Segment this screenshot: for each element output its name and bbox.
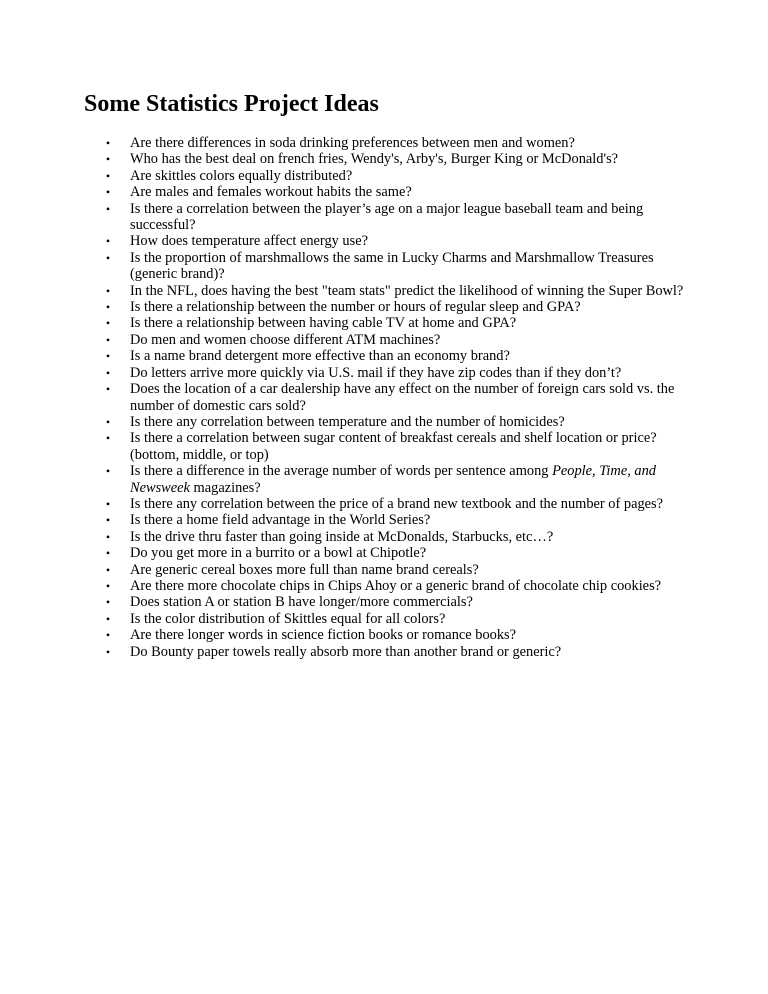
list-item — [103, 430, 703, 463]
list-item — [103, 332, 703, 348]
bullet-icon — [103, 135, 113, 151]
list-item — [103, 578, 703, 594]
list-item-text: Is there a home field advantage in the World Series? — [130, 512, 431, 529]
list-item — [103, 168, 703, 184]
bullet-icon — [103, 315, 113, 331]
bullet-icon — [103, 578, 113, 594]
list-item — [103, 644, 703, 660]
list-item-text: In the NFL, does having the best "team stats" predict the likelihood of winning the Super Bowl? — [130, 282, 684, 299]
list-item — [103, 315, 703, 331]
list-item-text: Is the proportion of marshmallows the same in Lucky Charms and Marshmallow Treasures (generic brand)? — [130, 249, 654, 283]
list-item — [103, 381, 703, 414]
list-item-text: Is the color distribution of Skittles equal for all colors? — [130, 610, 446, 627]
list-item-text: How does temperature affect energy use? — [130, 233, 369, 250]
list-item — [103, 365, 703, 381]
bullet-icon — [103, 414, 113, 430]
bullet-icon — [103, 529, 113, 545]
list-item — [103, 463, 703, 496]
list-item — [103, 627, 703, 643]
bullet-icon — [103, 168, 113, 184]
list-item — [103, 151, 703, 167]
list-item-text: Are generic cereal boxes more full than name brand cereals? — [130, 561, 479, 578]
list-item — [103, 529, 703, 545]
list-item-text: Is the drive thru faster than going inside at McDonalds, Starbucks, etc…? — [130, 528, 554, 545]
bullet-icon — [103, 250, 113, 266]
bullet-icon — [103, 644, 113, 660]
list-item — [103, 496, 703, 512]
bullet-icon — [103, 594, 113, 610]
bullet-icon — [103, 545, 113, 561]
magazine-names: People, Time, and Newsweek — [130, 463, 656, 496]
bullet-icon — [103, 233, 113, 249]
list-item-text: Is there a correlation between sugar content of breakfast cereals and shelf location or price? (bottom, middle, or top) — [130, 430, 657, 463]
bullet-icon — [103, 201, 113, 217]
list-item-text: Do men and women choose different ATM machines? — [130, 331, 441, 348]
list-item — [103, 233, 703, 249]
bullet-icon — [103, 151, 113, 167]
list-item — [103, 594, 703, 610]
list-item-text: Are there more chocolate chips in Chips Ahoy or a generic brand of chocolate chip cookies? — [130, 577, 662, 594]
list-item — [103, 184, 703, 200]
list-item-text: Are there longer words in science fiction books or romance books? — [130, 627, 517, 644]
list-item — [103, 611, 703, 627]
bullet-icon — [103, 348, 113, 364]
list-item — [103, 414, 703, 430]
bullet-icon — [103, 381, 113, 397]
list-item — [103, 512, 703, 528]
bullet-icon — [103, 627, 113, 643]
list-item-text: Is there a relationship between the number or hours of regular sleep and GPA? — [130, 299, 581, 316]
list-item — [103, 299, 703, 315]
list-item-text: Are there differences in soda drinking preferences between men and women? — [130, 135, 575, 151]
list-item-text: Who has the best deal on french fries, Wendy's, Arby's, Burger King or McDonald's? — [130, 151, 619, 168]
list-item-text: Are males and females workout habits the same? — [130, 184, 412, 201]
list-item-text: Is there any correlation between temperature and the number of homicides? — [130, 413, 565, 430]
list-item — [103, 201, 703, 234]
list-item — [103, 283, 703, 299]
list-item-text: Do you get more in a burrito or a bowl at Chipotle? — [130, 545, 427, 562]
project-ideas-list — [103, 135, 703, 660]
list-item-text — [130, 463, 656, 495]
list-item-text: Does the location of a car dealership have any effect on the number of foreign cars sold vs. the number of domestic cars sold? — [130, 381, 675, 414]
bullet-icon — [103, 365, 113, 381]
page-title: Some Statistics Project Ideas — [84, 91, 379, 117]
list-item-text: Are skittles colors equally distributed? — [130, 167, 353, 184]
list-item-text: Is there a relationship between having cable TV at home and GPA? — [130, 315, 517, 332]
bullet-icon — [103, 184, 113, 200]
list-item — [103, 135, 703, 151]
bullet-icon — [103, 463, 113, 479]
bullet-icon — [103, 299, 113, 315]
bullet-icon — [103, 512, 113, 528]
bullet-icon — [103, 562, 113, 578]
list-item — [103, 348, 703, 364]
list-item-text-lead: Is there a difference in the average number of words per sentence among — [130, 463, 553, 480]
bullet-icon — [103, 611, 113, 627]
list-item-text-tail: magazines? — [189, 479, 261, 496]
bullet-icon — [103, 283, 113, 299]
list-item — [103, 562, 703, 578]
bullet-icon — [103, 430, 113, 446]
list-item-text: Do Bounty paper towels really absorb more than another brand or generic? — [130, 643, 562, 660]
list-item-text: Is there any correlation between the price of a brand new textbook and the number of pages? — [130, 495, 664, 512]
bullet-icon — [103, 496, 113, 512]
list-item-text: Does station A or station B have longer/more commercials? — [130, 594, 473, 611]
list-item-text: Is a name brand detergent more effective than an economy brand? — [130, 348, 510, 365]
list-item-text: Do letters arrive more quickly via U.S. mail if they have zip codes than if they don’t? — [130, 364, 622, 381]
bullet-icon — [103, 332, 113, 348]
list-item — [103, 250, 703, 283]
list-item-text: Is there a correlation between the player’s age on a major league baseball team and being successful? — [130, 200, 644, 234]
list-item — [103, 545, 703, 561]
